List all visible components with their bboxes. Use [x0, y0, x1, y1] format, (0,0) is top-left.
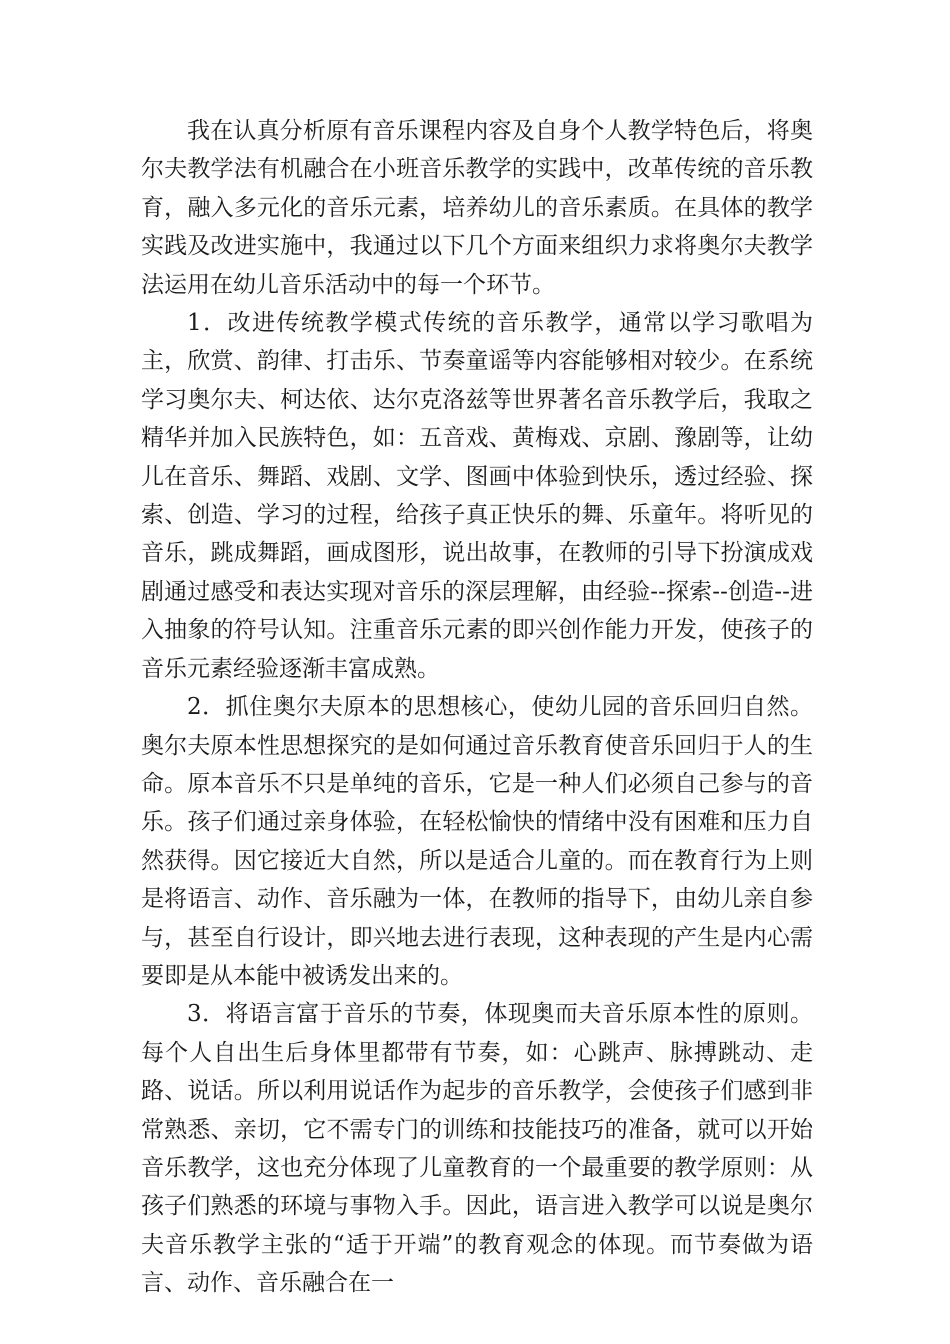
paragraph-point-2: 2．抓住奥尔夫原本的思想核心，使幼儿园的音乐回归自然。奥尔夫原本性思想探究的是如何通过音乐教育使音乐回归于人的生命。原本音乐不只是单纯的音乐，它是一种人们必须自己参与的音乐。孩子们通过亲身体验，在轻松愉快的情绪中没有困难和压力自然获得。因它接近大自然，所以是适合儿童的。而在教育行为上则是将语言、动作、音乐融为一体，在教师的指导下，由幼儿亲自参与，甚至自行设计，即兴地去进行表现，这种表现的产生是内心需要即是从本能中被诱发出来的。 [141, 694, 813, 989]
paragraph-intro: 我在认真分析原有音乐课程内容及自身个人教学特色后，将奥尔夫教学法有机融合在小班音乐教学的实践中，改革传统的音乐教育，融入多元化的音乐元素，培养幼儿的音乐素质。在具体的教学实践及改进实施中，我通过以下几个方面来组织力求将奥尔夫教学法运用在幼儿音乐活动中的每一个环节。 [141, 118, 813, 298]
document-body [141, 112, 813, 1303]
paragraph-point-3: 3．将语言富于音乐的节奏，体现奥而夫音乐原本性的原则。每个人自出生后身体里都带有节奏，如：心跳声、脉搏跳动、走路、说话。所以利用说话作为起步的音乐教学，会使孩子们感到非常熟悉、亲切，它不需专门的训练和技能技巧的准备，就可以开始音乐教学，这也充分体现了儿童教育的一个最重要的教学原则：从孩子们熟悉的环境与事物入手。因此，语言进入教学可以说是奥尔夫音乐教学主张的“适于开端”的教育观念的体现。而节奏做为语言、动作、音乐融合在一 [141, 1001, 813, 1297]
paragraph-point-1: 1．改进传统教学模式传统的音乐教学，通常以学习歌唱为主，欣赏、韵律、打击乐、节奏童谣等内容能够相对较少。在系统学习奥尔夫、柯达依、达尔克洛兹等世界著名音乐教学后，我取之精华并加入民族特色，如：五音戏、黄梅戏、京剧、豫剧等，让幼儿在音乐、舞蹈、戏剧、文学、图画中体验到快乐，透过经验、探索、创造、学习的过程，给孩子真正快乐的舞、乐童年。将听见的音乐，跳成舞蹈，画成图形，说出故事，在教师的引导下扮演成戏剧通过感受和表达实现对音乐的深层理解，由经验--探索--创造--进入抽象的符号认知。注重音乐元素的即兴创作能力开发，使孩子的音乐元素经验逐渐丰富成熟。 [141, 310, 813, 682]
